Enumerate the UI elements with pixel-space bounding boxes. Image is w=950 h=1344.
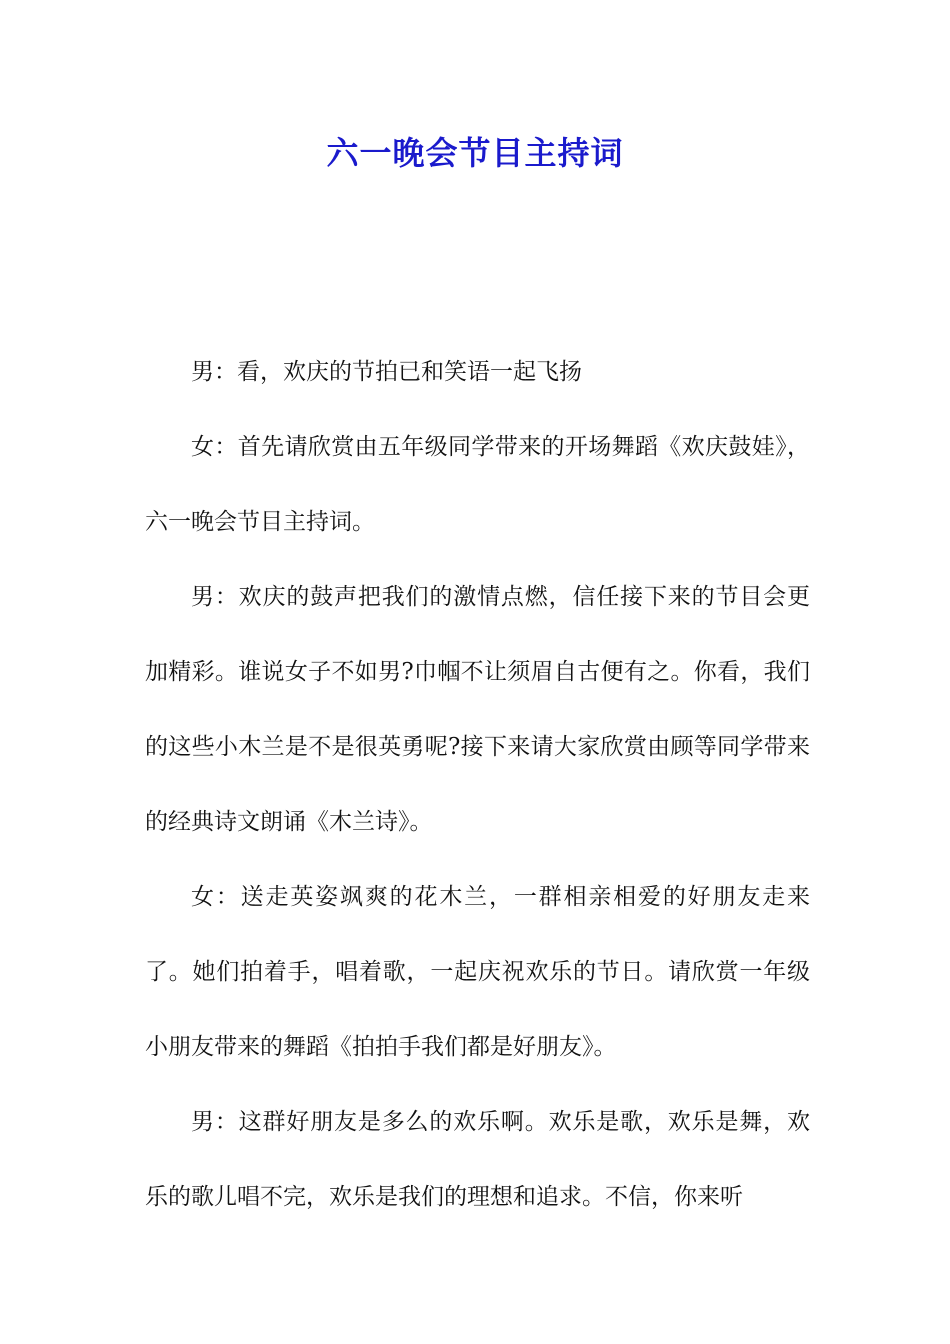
document-body [145,335,810,1235]
paragraph: 男：这群好朋友是多么的欢乐啊。欢乐是歌，欢乐是舞，欢乐的歌儿唱不完，欢乐是我们的理想和追求。不信，你来听 [145,1109,810,1210]
paragraph: 女：首先请欣赏由五年级同学带来的开场舞蹈《欢庆鼓娃》，六一晚会节目主持词。 [145,434,810,535]
document-title: 六一晚会节目主持词 [326,134,624,172]
paragraph: 男：看，欢庆的节拍已和笑语一起飞扬 [191,359,582,385]
paragraph: 男：欢庆的鼓声把我们的激情点燃，信任接下来的节目会更加精彩。谁说女子不如男?巾帼不让须眉自古便有之。你看，我们的这些小木兰是不是很英勇呢?接下来请大家欣赏由顾等同学带来的经典诗文朗诵《木兰诗》。 [145,584,810,835]
paragraph: 女：送走英姿飒爽的花木兰，一群相亲相爱的好朋友走来了。她们拍着手，唱着歌，一起庆祝欢乐的节日。请欣赏一年级小朋友带来的舞蹈《拍拍手我们都是好朋友》。 [145,884,810,1060]
